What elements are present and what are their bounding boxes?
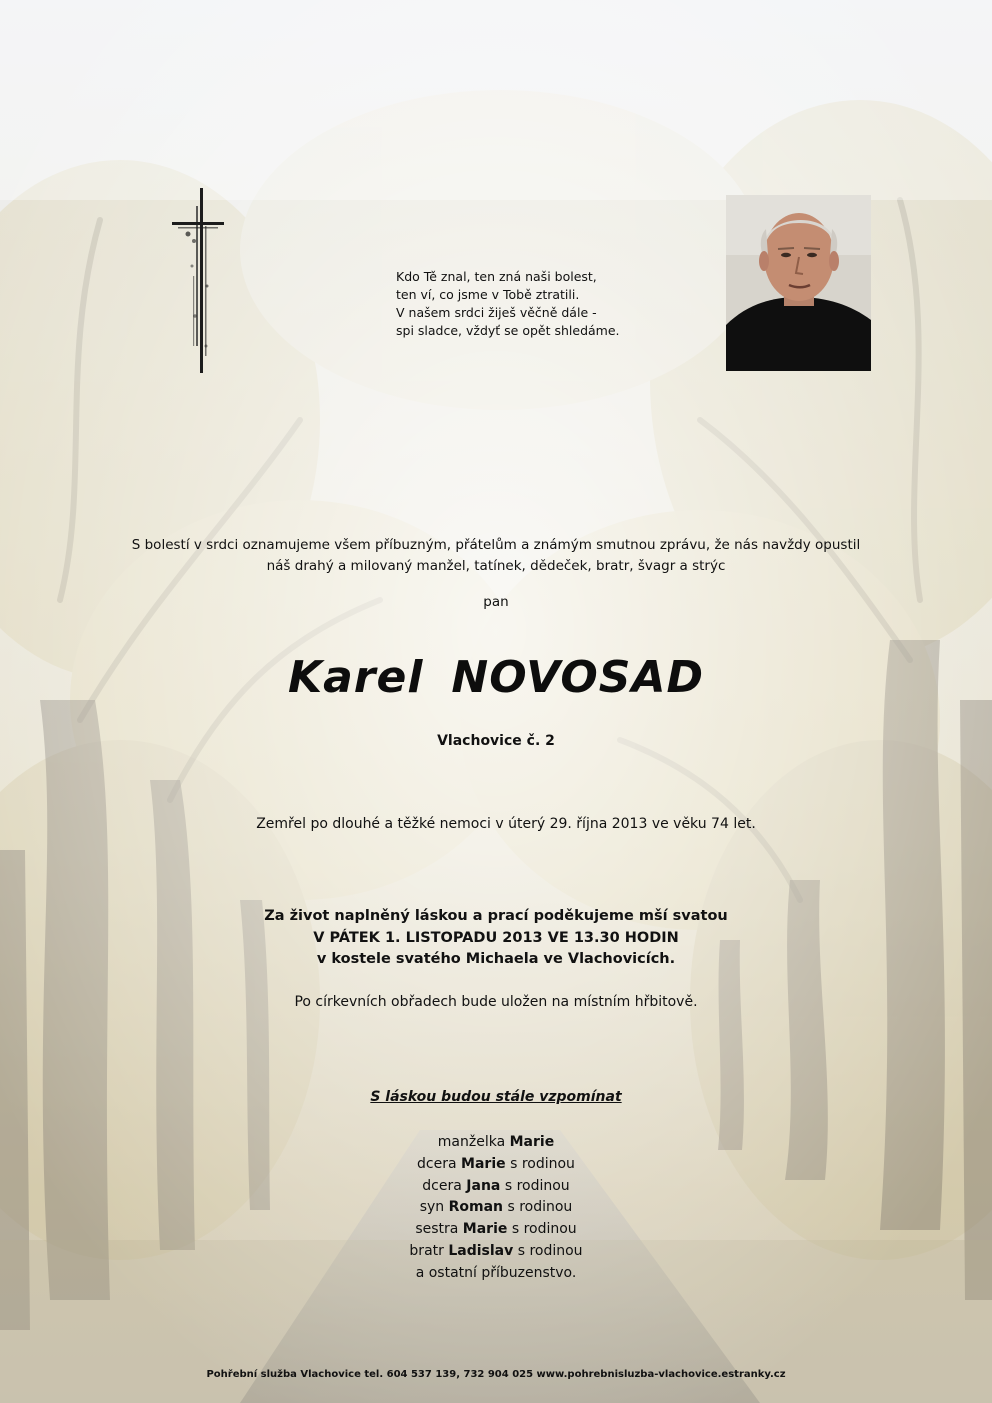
honorific: pan bbox=[483, 594, 509, 610]
deceased-name bbox=[0, 652, 992, 703]
family-member: manželka Marie bbox=[437, 1134, 555, 1150]
announcement-line: S bolestí v srdci oznamujeme všem příbuzným, přátelům a známým smutnou zprávu, že nás navždy opustil bbox=[131, 537, 861, 553]
poem-line: V našem srdci žiješ věčně dále - bbox=[396, 305, 597, 320]
announcement-line: náš drahý a milovaný manžel, tatínek, dědeček, bratr, švagr a strýc bbox=[266, 558, 726, 574]
service-location: v kostele svatého Michaela ve Vlachovicích. bbox=[316, 951, 676, 967]
first-name: Karel bbox=[287, 652, 424, 703]
portrait-photo bbox=[726, 195, 871, 371]
death-notice: Zemřel po dlouhé a těžké nemoci v úterý 29. října 2013 ve věku 74 let. bbox=[256, 816, 756, 832]
funeral-service-footer: Pohřební služba Vlachovice tel. 604 537 139, 732 904 025 www.pohrebnisluzba-vlachovice.estranky.cz bbox=[206, 1369, 786, 1380]
burial-notice: Po církevních obřadech bude uložen na místním hřbitově. bbox=[294, 994, 698, 1010]
family-member: syn Roman s rodinou bbox=[419, 1199, 573, 1216]
cross-icon bbox=[168, 186, 228, 378]
family-member: sestra Marie s rodinou bbox=[415, 1221, 577, 1238]
service-datetime: V PÁTEK 1. LISTOPADU 2013 VE 13.30 HODIN bbox=[313, 929, 679, 946]
family-member: bratr Ladislav s rodinou bbox=[409, 1242, 583, 1259]
family-member: dcera Marie s rodinou bbox=[417, 1155, 575, 1172]
deceased-address: Vlachovice č. 2 bbox=[437, 733, 555, 749]
last-name: NOVOSAD bbox=[451, 652, 705, 703]
service-line: Za život naplněný láskou a prací poděkujeme mší svatou bbox=[264, 908, 728, 924]
announcement-text bbox=[0, 535, 992, 577]
memorial-poem bbox=[396, 268, 636, 340]
remembrance-heading: S láskou budou stále vzpomínat bbox=[370, 1089, 622, 1105]
portrait-image bbox=[726, 195, 871, 371]
funeral-service bbox=[0, 906, 992, 971]
poem-line: ten ví, co jsme v Tobě ztratili. bbox=[396, 287, 580, 302]
poem-line: Kdo Tě znal, ten zná naši bolest, bbox=[396, 269, 597, 284]
family-member: a ostatní příbuzenstvo. bbox=[415, 1264, 577, 1281]
family-list bbox=[0, 1132, 992, 1285]
family-member: dcera Jana s rodinou bbox=[422, 1177, 570, 1194]
poem-line: spi sladce, vždyť se opět shledáme. bbox=[396, 323, 620, 338]
